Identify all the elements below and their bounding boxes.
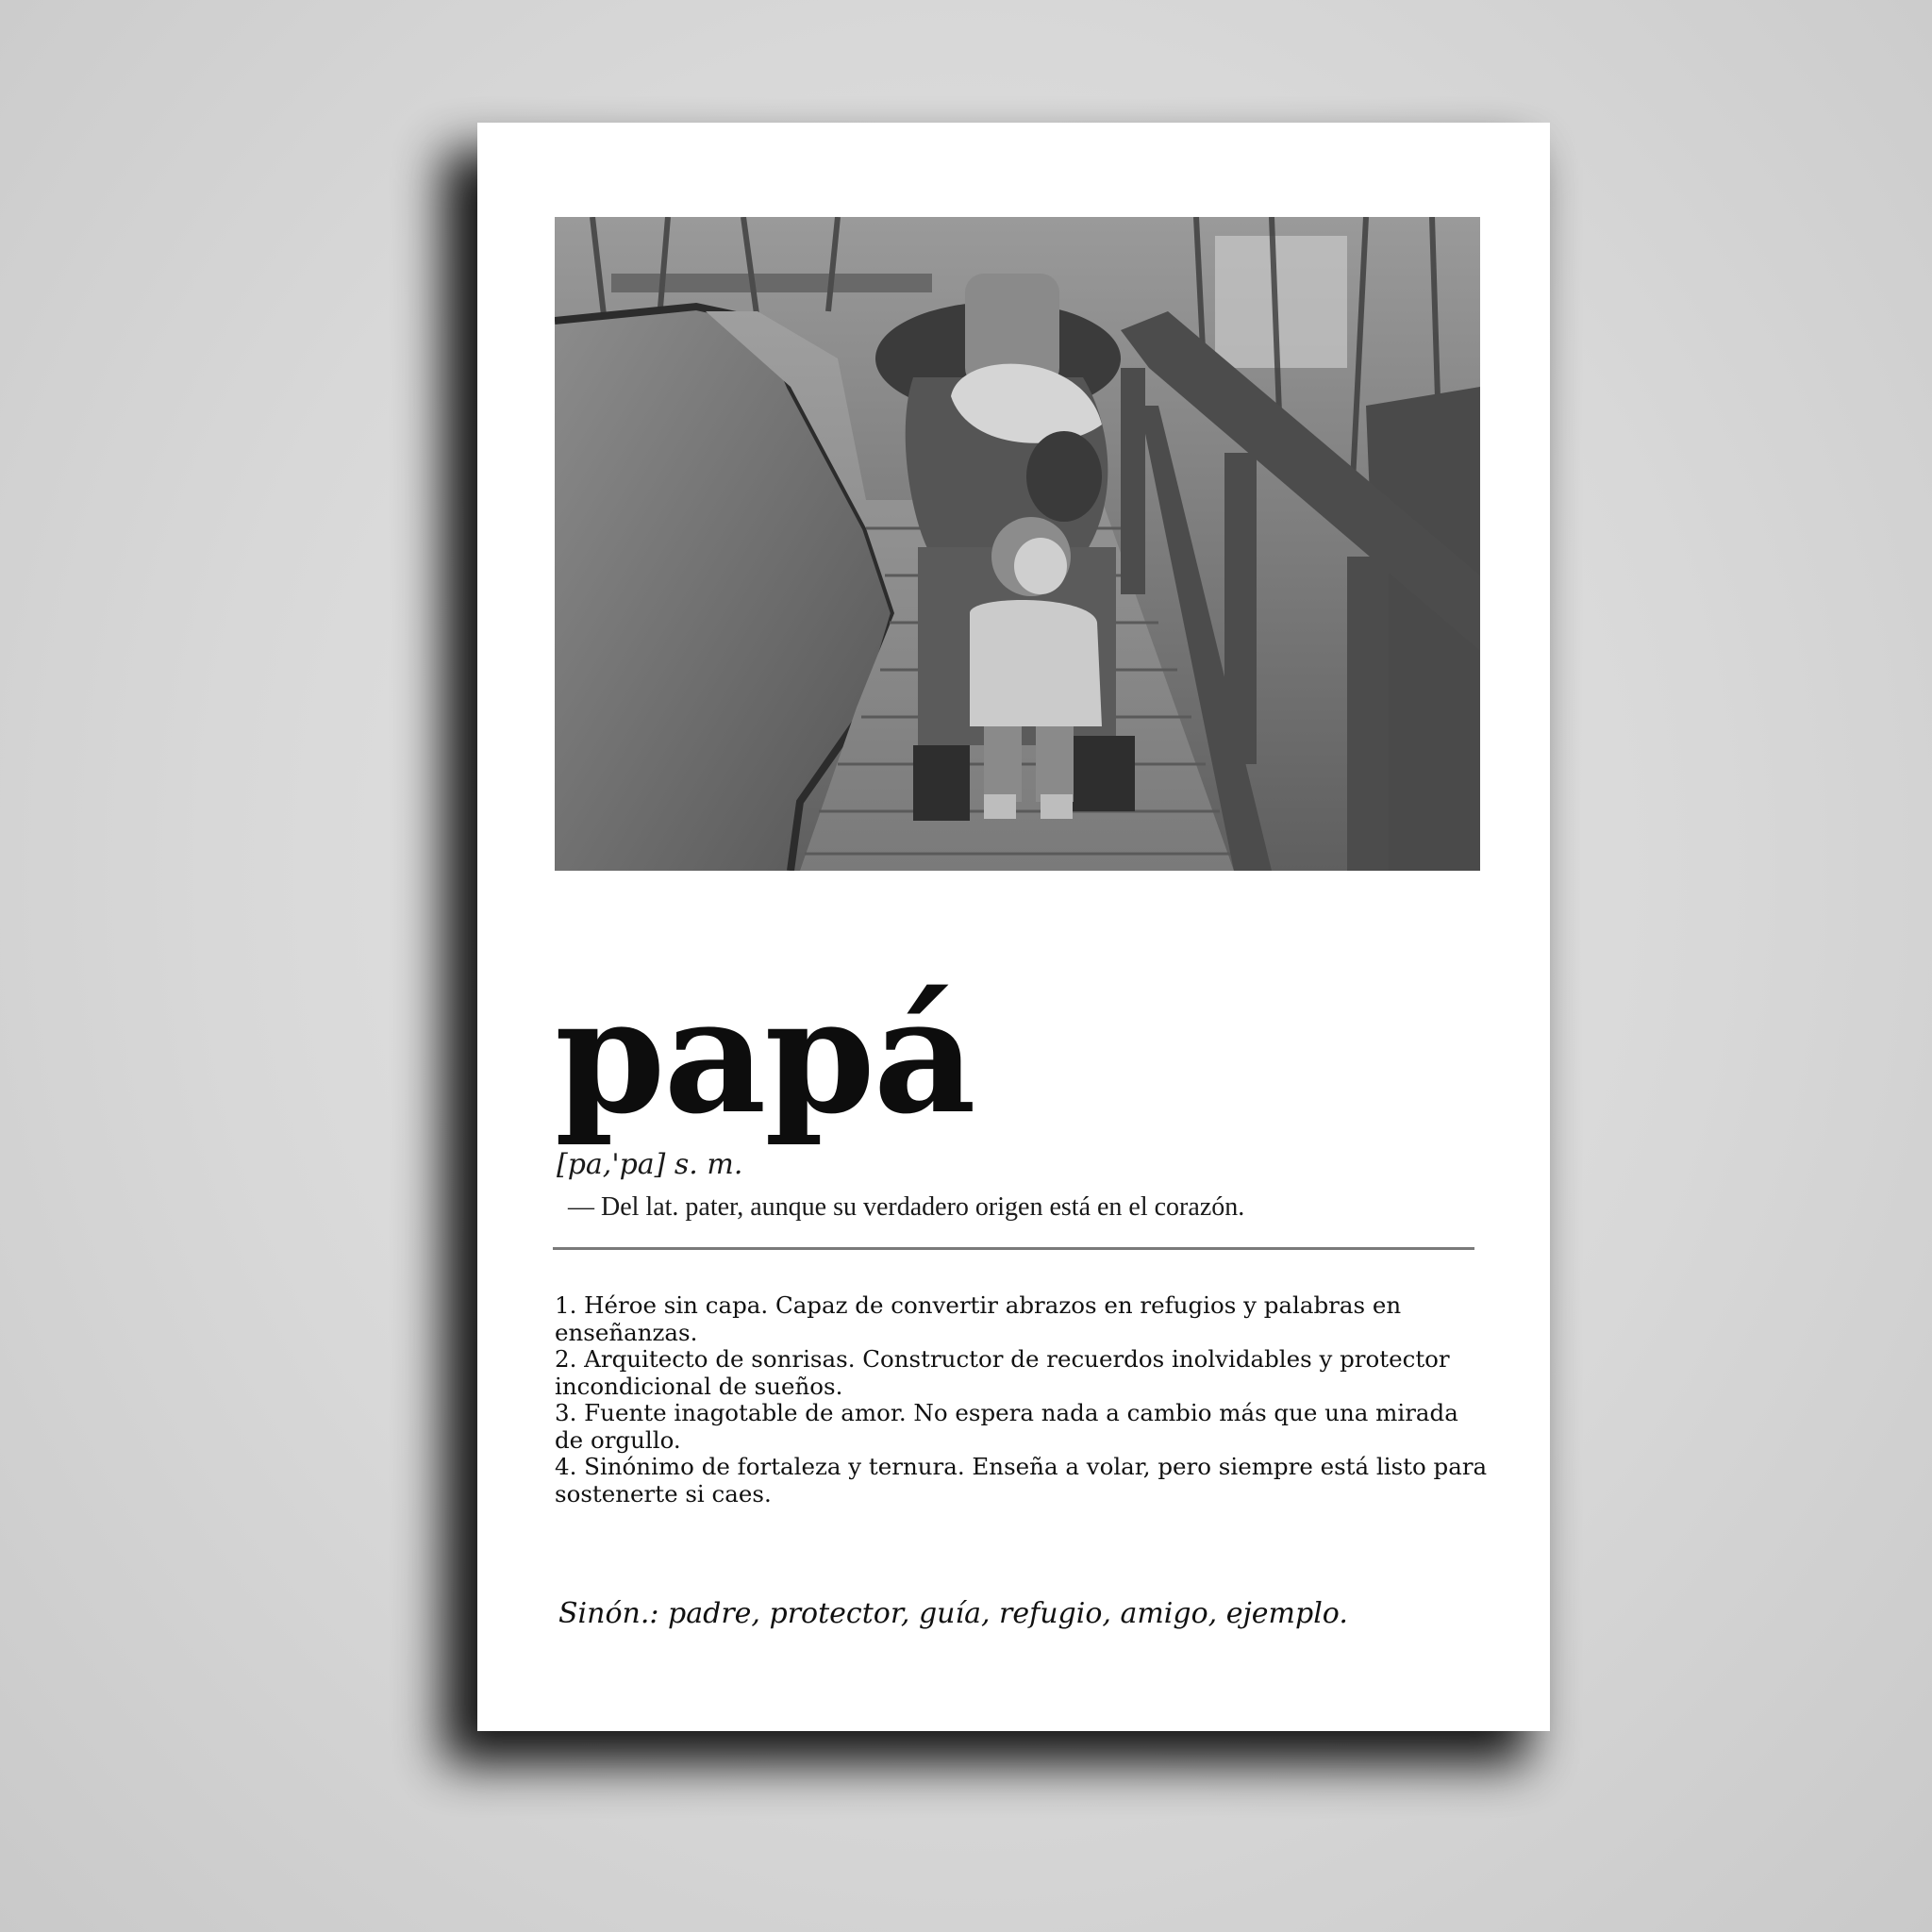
etymology: — Del lat. pater, aunque su verdadero origen está en el corazón. (568, 1192, 1245, 1222)
definitions-list (555, 1292, 1489, 1507)
pronunciation: [pa,'pa] s. m. (557, 1148, 743, 1181)
definition-item: 3. Fuente inagotable de amor. No espera nada a cambio más que una mirada de orgullo. (555, 1399, 1458, 1454)
synonyms: Sinón.: padre, protector, guía, refugio, amigo, ejemplo. (558, 1597, 1348, 1630)
definition-item: 4. Sinónimo de fortaleza y ternura. Enseña a volar, pero siempre está listo para sostenerte si caes. (555, 1453, 1488, 1507)
photo-illustration (555, 217, 1480, 871)
poster (477, 123, 1550, 1731)
photo-father-child-boardwalk (555, 217, 1480, 871)
headword: papá (555, 962, 974, 1149)
definition-item: 1. Héroe sin capa. Capaz de convertir abrazos en refugios y palabras en enseñanzas. (555, 1291, 1402, 1346)
divider-rule (553, 1247, 1474, 1250)
definition-item: 2. Arquitecto de sonrisas. Constructor de recuerdos inolvidables y protector incondicional de sueños. (555, 1345, 1450, 1400)
